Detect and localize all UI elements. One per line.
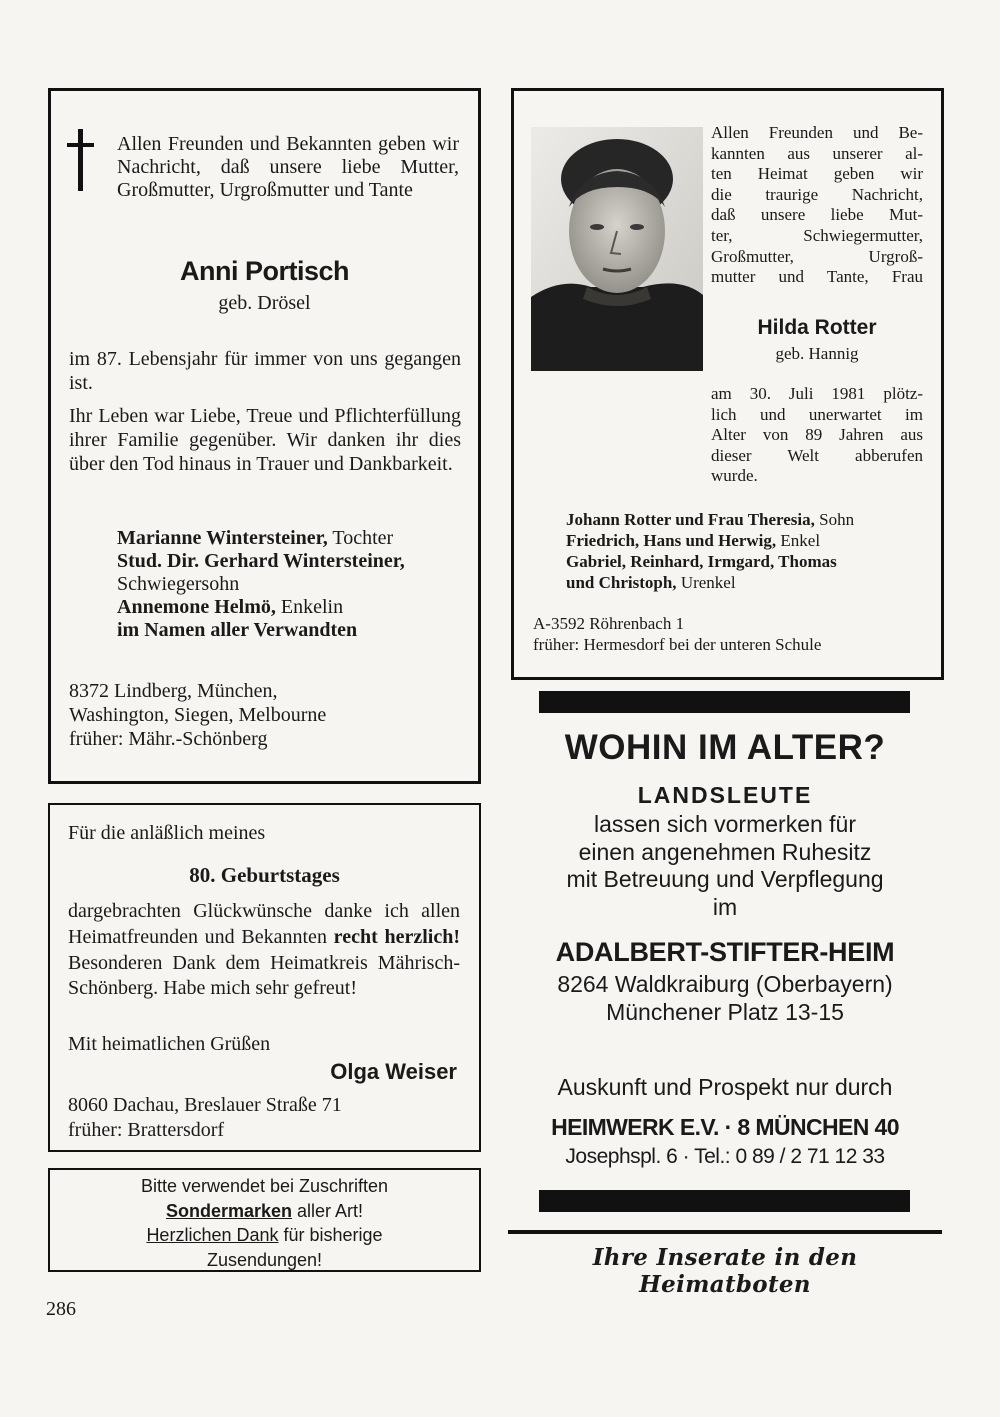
mourner-1: Marianne Wintersteiner, Tochter bbox=[117, 527, 394, 549]
sender-address: 8060 Dachau, Breslauer Straße 71 früher: Brattersdorf bbox=[68, 1094, 342, 1141]
mourners-list bbox=[117, 527, 467, 642]
ad-subhead: LANDSLEUTE bbox=[637, 782, 813, 808]
ad-contact: Josephspl. 6 · Tel.: 0 89 / 2 71 12 33 bbox=[565, 1145, 885, 1168]
mourner-3: Annemone Helmö, Enkelin bbox=[117, 596, 344, 618]
obituary-text-age: im 87. Lebensjahr für immer von uns gegangen ist. bbox=[69, 348, 461, 394]
mourners-list bbox=[566, 509, 936, 593]
ad-top-bar bbox=[539, 691, 910, 713]
deceased-name: Anni Portisch bbox=[179, 256, 349, 286]
ad-bottom-bar bbox=[539, 1190, 910, 1212]
birth-name: geb. Drösel bbox=[218, 292, 311, 314]
footer-slogan: Ihre Inserate in den Heimatboten bbox=[592, 1244, 858, 1298]
obituary-portisch bbox=[48, 88, 481, 784]
thanks-intro: Für die anläßlich meines bbox=[68, 822, 266, 844]
deceased-name: Hilda Rotter bbox=[757, 316, 877, 339]
ad-headline: WOHIN IM ALTER? bbox=[564, 728, 886, 767]
mourner-4: und Christoph, Urenkel bbox=[566, 573, 736, 592]
obituary-intro: Allen Freunden und Be- kannten aus unserer al- ten Heimat geben wir die traurige Nachricht, daß unsere liebe Mut- ter, Schwiegermutter, Großmutter, Urgroß- mutter und Tante, Frau bbox=[711, 123, 923, 287]
retirement-ad: WOHIN IM ALTER? LANDSLEUTE lassen sich vormerken für einen angenehmen Ruhesitz mit Betreuung und Verpflegung im ADALBERT-STIFTER-HEIM 8264 Waldkraiburg (Oberbayern) Münchener Platz 13-15 Auskunft und Prospekt nur durch HEIMWERK E.V. · 8 MÜNCHEN 40 Josephspl. 6 · Tel.: 0 89 / 2 71 12 33 bbox=[520, 720, 930, 1172]
mourner-4: im Namen aller Verwandten bbox=[117, 619, 358, 641]
family-address: 8372 Lindberg, München, Washington, Siegen, Melbourne früher: Mähr.-Schönberg bbox=[69, 680, 327, 750]
mourner-2-relation: Schwiegersohn bbox=[117, 573, 240, 595]
obituary-rotter bbox=[511, 88, 944, 680]
home-name: ADALBERT-STIFTER-HEIM bbox=[555, 937, 895, 967]
mourner-1: Johann Rotter und Frau Theresia, Sohn bbox=[566, 510, 855, 529]
birth-name: geb. Hannig bbox=[775, 344, 859, 363]
ad-info: Auskunft und Prospekt nur durch bbox=[557, 1074, 893, 1100]
obituary-intro: Allen Freunden und Bekannten geben wir Nachricht, daß unsere liebe Mutter, Großmutter, Urgroßmutter und Tante bbox=[117, 133, 459, 201]
sender-name: Olga Weiser bbox=[330, 1059, 457, 1084]
family-address: A-3592 Röhrenbach 1 früher: Hermesdorf bei der unteren Schule bbox=[533, 614, 822, 654]
death-notice: am 30. Juli 1981 plötz- lich und unerwartet im Alter von 89 Jahren aus dieser Welt abberufen wurde. bbox=[711, 384, 923, 486]
mourner-2: Stud. Dir. Gerhard Wintersteiner, bbox=[117, 550, 405, 572]
mourner-2: Friedrich, Hans und Herwig, Enkel bbox=[566, 531, 821, 550]
birthday-thanks bbox=[48, 803, 481, 1152]
slogan-rule bbox=[508, 1230, 942, 1234]
cross-icon bbox=[65, 129, 95, 193]
mourner-3: Gabriel, Reinhard, Irmgard, Thomas bbox=[566, 552, 837, 571]
portrait-photo bbox=[531, 127, 703, 371]
thanks-text: dargebrachten Glückwünsche danke ich allen Heimatfreunden und Bekannten recht herzlich! Besonderen Dank dem Heimatkreis Mährisch-Schönberg. Habe mich sehr gefreut! bbox=[68, 900, 460, 1000]
greeting: Mit heimatlichen Grüßen bbox=[68, 1033, 271, 1055]
page-number: 286 bbox=[46, 1298, 76, 1320]
stamp-notice: Bitte verwendet bei Zuschriften Sondermarken aller Art! Herzlichen Dank für bisherige Zusendungen! bbox=[48, 1168, 481, 1272]
birthday-occasion: 80. Geburtstages bbox=[189, 863, 340, 887]
ad-org: HEIMWERK E.V. · 8 MÜNCHEN 40 bbox=[551, 1114, 899, 1140]
obituary-text-tribute: Ihr Leben war Liebe, Treue und Pflichterfüllung ihrer Familie gegenüber. Wir danken ihr dies über den Tod hinaus in Trauer und Dankbarkeit. bbox=[69, 405, 461, 475]
